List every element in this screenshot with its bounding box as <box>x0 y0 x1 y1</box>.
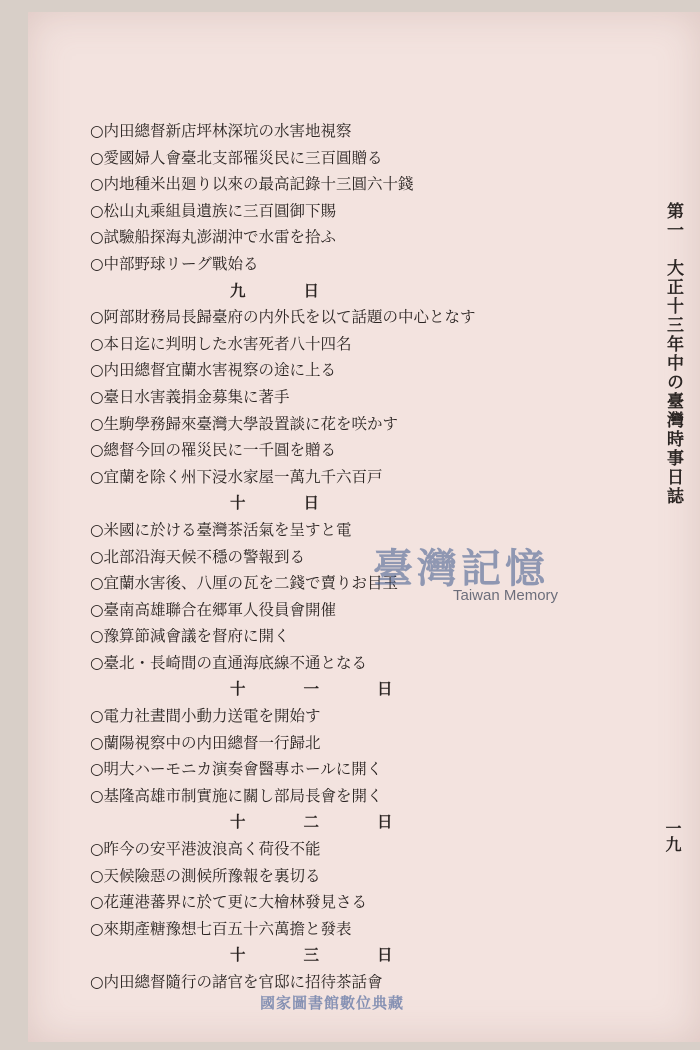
diary-entry: ○北部沿海天候不穩の警報到る <box>90 547 306 566</box>
diary-entry: ○蘭陽視察中の内田總督一行歸北 <box>90 733 321 752</box>
diary-entry: ○内田總督宜蘭水害視察の途に上る <box>90 361 337 380</box>
diary-entry: ○來期產糖豫想七百五十六萬擔と發表 <box>90 919 352 938</box>
document-page <box>28 12 700 1042</box>
day-heading: 十一日 <box>230 679 451 699</box>
taiwan-memory-logo <box>363 537 613 617</box>
day-heading: 十二日 <box>230 812 451 832</box>
diary-entry: ○米國に於ける臺灣茶活氣を呈すと電 <box>90 520 352 539</box>
diary-entry: ○花蓮港蕃界に於て更に大檜林發見さる <box>90 893 368 912</box>
diary-entry: ○臺南高雄聯合在郷軍人役員會開催 <box>90 600 337 619</box>
diary-entry: ○臺日水害義捐金募集に著手 <box>90 387 290 406</box>
watermark-en: Taiwan Memory <box>453 587 559 604</box>
side-title: 第一 大正十三年中の臺灣時事日誌 <box>663 202 683 506</box>
diary-entry: ○内田總督新店坪林深坑の水害地視察 <box>90 122 352 140</box>
watermark-cn: 臺灣記憶 <box>373 545 549 592</box>
diary-entry: ○昨今の安平港波浪高く荷役不能 <box>90 840 321 859</box>
diary-entry: ○臺北・長崎間の直通海底線不通となる <box>90 653 368 672</box>
day-heading: 十日 <box>230 493 378 513</box>
diary-entry: ○生駒學務歸來臺灣大學設置談に花を咲かす <box>90 414 399 433</box>
diary-entry: ○松山丸乘組員遺族に三百圓御下賜 <box>90 201 337 220</box>
diary-entry: ○電力社晝間小動力送電を開始す <box>90 707 321 726</box>
footer-watermark: 國家圖書館數位典藏 <box>260 994 405 1012</box>
diary-entry: ○本日迄に判明した水害死者八十四名 <box>90 334 352 353</box>
day-heading: 十三日 <box>230 945 451 965</box>
page-number: 一九 <box>663 820 682 852</box>
diary-entry: ○豫算節減會議を督府に開く <box>90 627 290 646</box>
diary-entry: ○宜蘭を除く州下浸水家屋一萬九千六百戸 <box>90 467 383 486</box>
diary-entry: ○愛國婦人會臺北支部罹災民に三百圓贈る <box>90 148 383 167</box>
diary-entry: ○宜蘭水害後、八厘の瓦を二錢で賣りお目玉 <box>90 574 399 593</box>
diary-entry: ○試驗船探海丸澎湖沖で水雷を拾ふ <box>90 228 337 247</box>
day-heading: 九日 <box>230 280 378 300</box>
diary-entry: ○内田總督隨行の諸官を官邸に招待茶話會 <box>90 973 383 991</box>
diary-entry: ○總督今回の罹災民に一千圓を贈る <box>90 441 337 460</box>
diary-entry: ○中部野球リーグ戰始る <box>90 254 259 273</box>
diary-entry: ○阿部財務局長歸臺府の内外氏を以て話題の中心となす <box>90 308 476 327</box>
diary-entry: ○基隆高雄市制實施に關し部局長會を開く <box>90 786 383 805</box>
diary-entry: ○内地種米出廻り以來の最高記錄十三圓六十錢 <box>90 175 414 194</box>
diary-entry: ○天候險惡の測候所豫報を裏切る <box>90 866 321 885</box>
diary-entry: ○明大ハーモニカ演奏會醫專ホールに開く <box>90 760 383 779</box>
